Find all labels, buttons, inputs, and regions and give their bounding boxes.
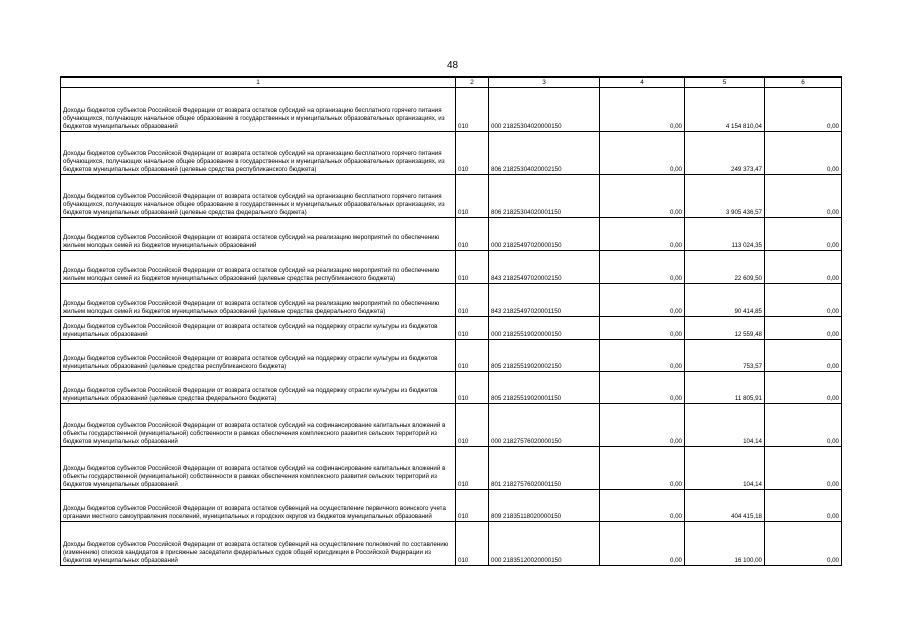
table-row bbox=[61, 175, 842, 218]
header-col-6: 6 bbox=[765, 77, 842, 88]
row-col4: 0,00 bbox=[600, 340, 685, 372]
table-row bbox=[61, 340, 842, 372]
row-col5: 22 609,50 bbox=[685, 251, 765, 284]
row-name: Доходы бюджетов субъектов Российской Федерации от возврата остатков субвенций на осуществление первичного воинского учета органами местного самоуправления поселений, муниципальных и городских округов из бюджетов муниципальных образований bbox=[61, 490, 456, 522]
table-row bbox=[61, 284, 842, 317]
table-row bbox=[61, 218, 842, 251]
page-number: 48 bbox=[446, 60, 459, 71]
row-col5: 249 373,47 bbox=[685, 132, 765, 175]
row-name: Доходы бюджетов субъектов Российской Федерации от возврата остатков субсидий на софинансирование капитальных вложений в объекты государственной (муниципальной) собственности в рамках обеспечения комплексного развития сельских территорий из бюджетов муниципальных образований bbox=[61, 404, 456, 447]
row-name: Доходы бюджетов субъектов Российской Федерации от возврата остатков субвенций на осуществление полномочий по составлению (изменению) списков кандидатов в присяжные заседатели федеральных судов общей юрисдикции в Российской Федерации из бюджетов муниципальных образований bbox=[61, 522, 456, 566]
row-col5: 16 100,00 bbox=[685, 522, 765, 566]
report-table bbox=[60, 76, 842, 566]
row-col5: 104,14 bbox=[685, 447, 765, 490]
row-col6: 0,00 bbox=[765, 404, 842, 447]
row-name: Доходы бюджетов субъектов Российской Федерации от возврата остатков субсидий на поддержку отрасли культуры из бюджетов муниципальных образований bbox=[61, 317, 456, 340]
row-budget-code: 843 21825497020002150 bbox=[489, 251, 600, 284]
table-row bbox=[61, 372, 842, 404]
row-col5: 11 805,91 bbox=[685, 372, 765, 404]
row-col6: 0,00 bbox=[765, 490, 842, 522]
header-col-1: 1 bbox=[61, 77, 456, 88]
row-budget-code: 805 21825519020002150 bbox=[489, 340, 600, 372]
row-col4: 0,00 bbox=[600, 447, 685, 490]
row-budget-code: 000 21825519020000150 bbox=[489, 317, 600, 340]
row-col5: 404 415,18 bbox=[685, 490, 765, 522]
row-name: Доходы бюджетов субъектов Российской Федерации от возврата остатков субсидий на реализацию мероприятий по обеспечению жильем молодых семей из бюджетов муниципальных образований bbox=[61, 218, 456, 251]
row-line-code: 010 bbox=[456, 175, 489, 218]
row-budget-code: 000 21835120020000150 bbox=[489, 522, 600, 566]
row-col5: 90 414,85 bbox=[685, 284, 765, 317]
table-row bbox=[61, 490, 842, 522]
row-budget-code: 801 21827576020001150 bbox=[489, 447, 600, 490]
table-row bbox=[61, 447, 842, 490]
row-col6: 0,00 bbox=[765, 284, 842, 317]
row-budget-code: 806 21825304020002150 bbox=[489, 132, 600, 175]
row-line-code: 010 bbox=[456, 490, 489, 522]
row-col4: 0,00 bbox=[600, 372, 685, 404]
header-col-5: 5 bbox=[685, 77, 765, 88]
row-budget-code: 000 21825497020000150 bbox=[489, 218, 600, 251]
row-col4: 0,00 bbox=[600, 88, 685, 132]
row-name: Доходы бюджетов субъектов Российской Федерации от возврата остатков субсидий на софинансирование капитальных вложений в объекты государственной (муниципальной) собственности в рамках обеспечения комплексного развития сельских территорий из бюджетов муниципальных образований bbox=[61, 447, 456, 490]
row-col4: 0,00 bbox=[600, 317, 685, 340]
row-col4: 0,00 bbox=[600, 490, 685, 522]
row-col5: 753,57 bbox=[685, 340, 765, 372]
row-col5: 3 905 436,57 bbox=[685, 175, 765, 218]
header-col-2: 2 bbox=[456, 77, 489, 88]
row-line-code: 010 bbox=[456, 404, 489, 447]
row-col6: 0,00 bbox=[765, 372, 842, 404]
row-line-code: 010 bbox=[456, 88, 489, 132]
row-name: Доходы бюджетов субъектов Российской Федерации от возврата остатков субсидий на поддержку отрасли культуры из бюджетов муниципальных образований (целевые средства федерального бюджета) bbox=[61, 372, 456, 404]
header-row bbox=[61, 77, 842, 88]
row-line-code: 010 bbox=[456, 340, 489, 372]
row-col4: 0,00 bbox=[600, 218, 685, 251]
row-name: Доходы бюджетов субъектов Российской Федерации от возврата остатков субсидий на реализацию мероприятий по обеспечению жильем молодых семей из бюджетов муниципальных образований (целевые средства республиканского бюджета) bbox=[61, 251, 456, 284]
row-col5: 4 154 810,04 bbox=[685, 88, 765, 132]
row-line-code: 010 bbox=[456, 522, 489, 566]
row-line-code: 010 bbox=[456, 251, 489, 284]
row-name: Доходы бюджетов субъектов Российской Федерации от возврата остатков субсидий на реализацию мероприятий по обеспечению жильем молодых семей из бюджетов муниципальных образований (целевые средства федерального бюджета) bbox=[61, 284, 456, 317]
row-col6: 0,00 bbox=[765, 340, 842, 372]
row-col6: 0,00 bbox=[765, 175, 842, 218]
row-budget-code: 809 21835118020000150 bbox=[489, 490, 600, 522]
row-name: Доходы бюджетов субъектов Российской Федерации от возврата остатков субсидий на организацию бесплатного горячего питания обучающихся, получающих начальное общее образование в государственных и муниципальных образовательных организациях, из бюджетов муниципальных образований (целевые средства республиканского бюджета) bbox=[61, 132, 456, 175]
row-col4: 0,00 bbox=[600, 132, 685, 175]
row-name: Доходы бюджетов субъектов Российской Федерации от возврата остатков субсидий на поддержку отрасли культуры из бюджетов муниципальных образований (целевые средства республиканского бюджета) bbox=[61, 340, 456, 372]
row-col6: 0,00 bbox=[765, 447, 842, 490]
table-row bbox=[61, 404, 842, 447]
row-col6: 0,00 bbox=[765, 132, 842, 175]
row-col4: 0,00 bbox=[600, 284, 685, 317]
row-col5: 12 559,48 bbox=[685, 317, 765, 340]
row-line-code: 010 bbox=[456, 317, 489, 340]
row-col4: 0,00 bbox=[600, 404, 685, 447]
row-col4: 0,00 bbox=[600, 251, 685, 284]
table-row bbox=[61, 251, 842, 284]
row-col6: 0,00 bbox=[765, 218, 842, 251]
header-col-4: 4 bbox=[600, 77, 685, 88]
row-col6: 0,00 bbox=[765, 88, 842, 132]
row-col4: 0,00 bbox=[600, 522, 685, 566]
table-row bbox=[61, 522, 842, 566]
row-col6: 0,00 bbox=[765, 251, 842, 284]
row-budget-code: 806 21825304020001150 bbox=[489, 175, 600, 218]
row-budget-code: 000 21827576020000150 bbox=[489, 404, 600, 447]
row-col4: 0,00 bbox=[600, 175, 685, 218]
table-row bbox=[61, 88, 842, 132]
row-budget-code: 805 21825519020001150 bbox=[489, 372, 600, 404]
row-line-code: 010 bbox=[456, 132, 489, 175]
row-name: Доходы бюджетов субъектов Российской Федерации от возврата остатков субсидий на организацию бесплатного горячего питания обучающихся, получающих начальное общее образование в государственных и муниципальных образовательных организациях, из бюджетов муниципальных образований bbox=[61, 88, 456, 132]
row-col5: 104,14 bbox=[685, 404, 765, 447]
table-row bbox=[61, 132, 842, 175]
row-col6: 0,00 bbox=[765, 317, 842, 340]
table-row bbox=[61, 317, 842, 340]
header-col-3: 3 bbox=[489, 77, 600, 88]
row-line-code: 010 bbox=[456, 284, 489, 317]
row-line-code: 010 bbox=[456, 447, 489, 490]
row-name: Доходы бюджетов субъектов Российской Федерации от возврата остатков субсидий на организацию бесплатного горячего питания обучающихся, получающих начальное общее образование в государственных и муниципальных образовательных организациях, из бюджетов муниципальных образований (целевые средства федерального бюджета) bbox=[61, 175, 456, 218]
row-col5: 113 024,35 bbox=[685, 218, 765, 251]
row-line-code: 010 bbox=[456, 372, 489, 404]
row-col6: 0,00 bbox=[765, 522, 842, 566]
row-budget-code: 843 21825497020001150 bbox=[489, 284, 600, 317]
row-line-code: 010 bbox=[456, 218, 489, 251]
row-budget-code: 000 21825304020000150 bbox=[489, 88, 600, 132]
